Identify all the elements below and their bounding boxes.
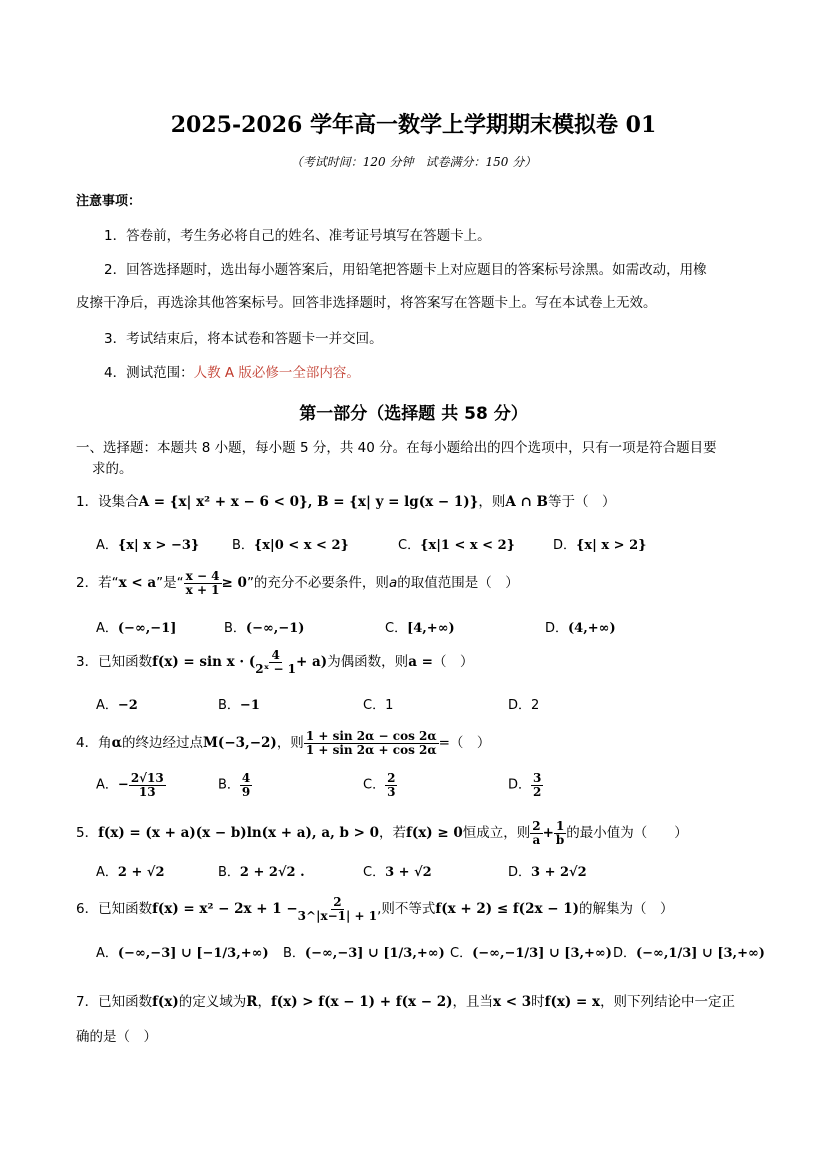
q3-suffix: （ ）: [432, 654, 474, 671]
q4-fraction: $\frac{1 + \sin 2\alpha - \cos 2\alpha}{1 + \sin 2\alpha + \cos 2\alpha}$: [305, 729, 437, 757]
q7-mid2: ，: [257, 994, 271, 1010]
q1-mid: ，则: [478, 494, 506, 510]
q6-fraction: $\frac{2}{3\^{}|x-1| + 1}$: [297, 895, 378, 923]
q6-ineq: f(x + 2) ≤ f(2x − 1): [435, 901, 579, 918]
notice-item-2b: 皮擦干净后，再选涂其他答案标号。回答非选择题时，将答案写在答题卡上。写在本试卷上无效。: [76, 295, 657, 311]
q1-expr2: A ∩ B: [505, 494, 548, 510]
q3-prefix: 3．已知函数: [76, 654, 153, 671]
q7-mid: 的定义域为: [178, 994, 247, 1010]
q7-val: f(x) = x: [544, 994, 601, 1010]
q5-fraction-1: $\frac{2}{a}$: [532, 819, 541, 847]
q6-option-a[interactable]: A．(−∞,−3] ∪ [−1/3,+∞): [96, 946, 269, 961]
q2-fraction: $\frac{x - 4}{x + 1}$: [185, 569, 220, 597]
q2-expr: x < a: [118, 575, 157, 592]
q3-expr: f(x) = sin x · (: [152, 654, 256, 671]
question-7-line-2: 确的是（ ）: [76, 1029, 157, 1045]
q3-fraction: $\frac{4}{\text{2ˣ − 1}}$: [255, 648, 297, 676]
q7-f: f(x): [152, 994, 179, 1010]
q1-option-a[interactable]: A．{x| x > −3}: [96, 538, 200, 553]
exam-title: 2025-2026 学年高一数学上学期期末模拟卷 01: [170, 112, 657, 138]
q6-option-d[interactable]: D．(−∞,1/3] ∪ [3,+∞): [613, 946, 765, 961]
question-4: [76, 730, 490, 756]
notice-item-3: 3．考试结束后，将本试卷和答题卡一并交回。: [104, 331, 383, 347]
q5-cond: f(x) ≥ 0: [406, 825, 463, 842]
q5-mid2: 恒成立，则: [462, 825, 531, 842]
notice-item-1: 1．答卷前，考生务必将自己的姓名、准考证号填写在答题卡上。: [104, 228, 491, 244]
question-2: [76, 570, 519, 596]
q2-ge: ≥ 0: [221, 575, 247, 592]
question-6: [76, 896, 674, 922]
q4-point: M(−3,−2): [202, 735, 277, 752]
q2-option-d[interactable]: D．(4,+∞): [545, 621, 616, 636]
notice-heading: 注意事项：: [76, 194, 142, 209]
q4-prefix: 4．角: [76, 735, 112, 752]
q4-alpha: α: [111, 735, 122, 752]
q2-var: a: [388, 575, 398, 592]
q7-ineq: f(x) > f(x − 1) + f(x − 2): [270, 994, 453, 1010]
q1-suffix: 等于（ ）: [547, 494, 616, 510]
q1-prefix: 1．设集合: [76, 494, 139, 510]
question-1: [76, 490, 615, 510]
section-intro-b: 求的。: [92, 461, 133, 477]
notice-item-4: [104, 361, 360, 381]
q2-option-c[interactable]: C．[4,+∞): [385, 621, 455, 636]
section-intro-a: 一、选择题：本题共 8 小题，每小题 5 分，共 40 分。在每小题给出的四个选项中，只有一项是符合题目要: [76, 440, 717, 456]
q5-suffix: 的最小值为（ ）: [566, 825, 688, 842]
q3-option-c[interactable]: C．1: [363, 698, 394, 713]
q3-option-b[interactable]: B．−1: [218, 698, 260, 713]
q6-prefix: 6．已知函数: [76, 901, 153, 918]
q4-option-d[interactable]: D． $\frac{3}{2}$: [508, 771, 542, 799]
q3-mid: 为偶函数，则: [327, 654, 409, 671]
q1-expr: A = {x| x² + x − 6 < 0}, B = {x| y = lg(x − 1)}: [138, 494, 479, 510]
q2-option-a[interactable]: A．(−∞,−1]: [96, 621, 177, 636]
q6-expr: f(x) = x² − 2x + 1 −: [152, 901, 298, 918]
test-scope: 人教 A 版必修一全部内容。: [193, 365, 360, 381]
q4-mid: 的终边经过点: [121, 735, 203, 752]
q2-option-b[interactable]: B．(−∞,−1): [224, 621, 305, 636]
q5-fraction-2: $\frac{1}{b}$: [555, 819, 565, 847]
notice-item-2a: 2．回答选择题时，选出每小题答案后，用铅笔把答题卡上对应题目的答案标号涂黑。如需改动，用橡: [104, 262, 707, 278]
q3-option-d[interactable]: D．2: [508, 698, 540, 713]
q2-suffix: ”的充分不必要条件，则: [246, 575, 389, 592]
q5-option-d[interactable]: D．3 + 2√2: [508, 865, 587, 880]
q6-option-c[interactable]: C．(−∞,−1/3] ∪ [3,+∞): [450, 946, 612, 961]
q7-prefix: 7．已知函数: [76, 994, 153, 1010]
q5-mid: ，若: [379, 825, 407, 842]
q7-mid3: ，且当: [452, 994, 493, 1010]
q5-option-c[interactable]: C．3 + √2: [363, 865, 432, 880]
q2-mid: ”是“: [156, 575, 184, 592]
q5-expr: f(x) = (x + a)(x − b)ln(x + a), a, b > 0: [98, 825, 380, 842]
q6-mid: ,则不等式: [377, 901, 436, 918]
q7-cond: x < 3: [493, 994, 532, 1010]
exam-subtitle: （考试时间：120 分钟 试卷满分：150 分）: [290, 155, 537, 169]
section-title: 第一部分（选择题 共 58 分）: [299, 404, 528, 424]
q3-option-a[interactable]: A．−2: [96, 698, 138, 713]
q7-mid4: 时: [531, 994, 545, 1010]
q4-suffix: =（ ）: [438, 735, 491, 752]
q5-option-a[interactable]: A．2 + √2: [96, 865, 165, 880]
question-5: [76, 820, 688, 846]
q4-mid2: ，则: [276, 735, 304, 752]
q1-option-c[interactable]: C．{x|1 < x < 2}: [398, 538, 516, 553]
q2-prefix: 2．若“: [76, 575, 119, 592]
q5-plus: +: [542, 825, 554, 842]
q7-r: R: [246, 994, 258, 1010]
q7-suffix: ，则下列结论中一定正: [600, 994, 736, 1010]
q5-prefix: 5．: [76, 825, 99, 842]
q2-suffix2: 的取值范围是（ ）: [397, 575, 519, 592]
question-3: [76, 649, 473, 675]
question-7: [76, 990, 735, 1010]
q4-option-a[interactable]: A．− $\frac{2√13}{13}$: [96, 771, 164, 799]
q3-var: a =: [408, 654, 433, 671]
q5-option-b[interactable]: B．2 + 2√2 .: [218, 865, 305, 880]
q4-option-c[interactable]: C． $\frac{2}{3}$: [363, 771, 396, 799]
q1-option-d[interactable]: D．{x| x > 2}: [553, 538, 647, 553]
q3-expr-end: + a): [296, 654, 328, 671]
q6-suffix: 的解集为（ ）: [579, 901, 674, 918]
notice-item-4-prefix: 4．测试范围：: [104, 365, 194, 381]
q6-option-b[interactable]: B．(−∞,−3] ∪ [1/3,+∞): [283, 946, 445, 961]
q1-option-b[interactable]: B．{x|0 < x < 2}: [232, 538, 349, 553]
q4-option-b[interactable]: B． $\frac{4}{9}$: [218, 771, 251, 799]
